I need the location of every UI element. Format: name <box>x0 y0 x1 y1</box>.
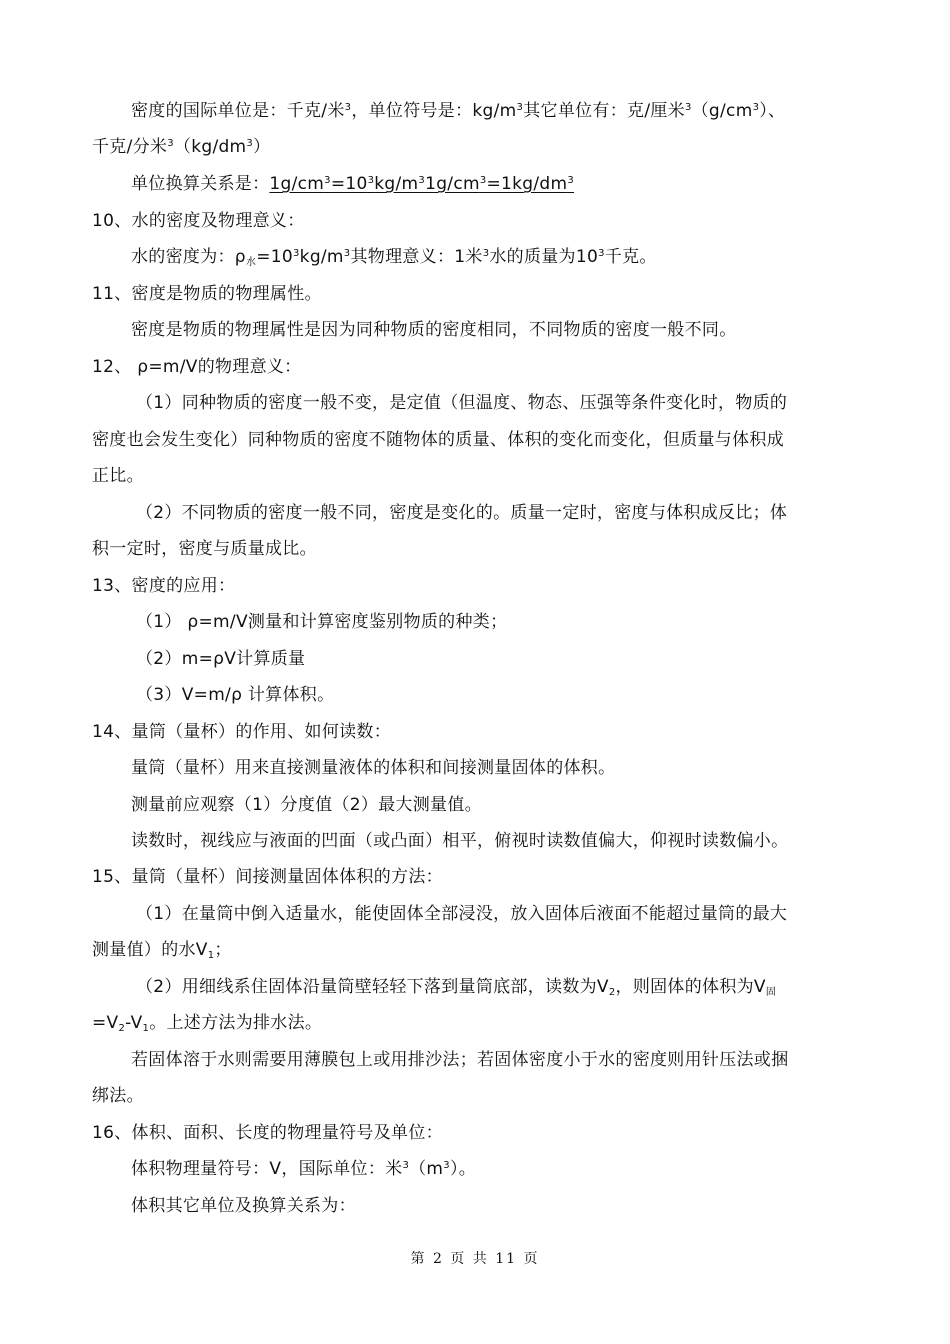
text-line: 密度是物质的物理属性是因为同种物质的密度相同，不同物质的密度一般不同。 <box>131 320 737 340</box>
heading-13: 13、密度的应用： <box>92 576 236 596</box>
text-line: （3）V=m/ρ 计算体积。 <box>136 685 335 705</box>
text-line: 测量前应观察（1）分度值（2）最大测量值。 <box>131 795 482 815</box>
unit-conversion-formula: $1g/cm^3=10^3kg/m^31g/cm^3=1kg/dm^3$ <box>269 174 575 194</box>
text-line: （1） ρ=m/V测量和计算密度鉴别物质的种类； <box>136 612 508 632</box>
heading-11: 11、密度是物质的物理属性。 <box>92 284 322 304</box>
heading-14: 14、量筒（量杯）的作用、如何读数： <box>92 722 392 742</box>
text-line: 绑法。 <box>92 1086 144 1106</box>
text-line: 体积物理量符号：V，国际单位：米$^3(m^3)$。 <box>131 1159 477 1179</box>
text-line: （1）同种物质的密度一般不变，是定值（但温度、物态、压强等条件变化时，物质的 <box>136 393 788 413</box>
text-line-water-density: 水的密度为：$\rho_水=10^3kg/m^3$其物理意义：1米$^3$水的质量为$10^3$千克。 <box>131 247 657 268</box>
text-line-unit-conversion: 单位换算关系是：$1g/cm^3=10^3kg/m^31g/cm^3=1kg/dm^3$ <box>131 174 575 194</box>
text-line-density-other-unit: 千克/分米$^3(kg/dm^3)$ <box>92 137 271 157</box>
text-line: 密度也会发生变化）同种物质的密度不随物体的质量、体积的变化而变化，但质量与体积成 <box>92 430 784 450</box>
heading-10: 10、水的密度及物理意义： <box>92 211 305 231</box>
text-line: （1）在量筒中倒入适量水，能使固体全部浸没，放入固体后液面不能超过量筒的最大 <box>136 904 788 924</box>
text-line: 读数时，视线应与液面的凹面（或凸面）相平，俯视时读数值偏大，仰视时读数偏小。 <box>131 831 789 851</box>
text-line: $=V_2-V_1$。上述方法为排水法。 <box>92 1013 323 1034</box>
page-footer: 第 2 页 共 11 页 <box>410 1251 540 1267</box>
text-line: （2）不同物质的密度一般不同，密度是变化的。质量一定时，密度与体积成反比；体 <box>136 503 788 523</box>
text-line: 量筒（量杯）用来直接测量液体的体积和间接测量固体的体积。 <box>131 758 616 778</box>
heading-16: 16、体积、面积、长度的物理量符号及单位： <box>92 1123 443 1143</box>
text-line: 若固体溶于水则需要用薄膜包上或用排沙法；若固体密度小于水的密度则用针压法或捆 <box>131 1050 789 1070</box>
text-line: 测量值）的水$V_1$； <box>92 940 232 961</box>
heading-15: 15、量筒（量杯）间接测量固体体积的方法： <box>92 867 443 887</box>
text-line: 正比。 <box>92 466 144 486</box>
text-line: （2）用细线系住固体沿量筒壁轻轻下落到量筒底部，读数为$V_2$，则固体的体积为$V_固$ <box>136 977 777 998</box>
text-line: （2）m=ρV计算质量 <box>136 649 306 669</box>
text-line-density-si-unit: 密度的国际单位是：千克/米$^3$，单位符号是：$kg/m^3$其它单位有：克/厘米$^3(g/cm^3)$、 <box>131 101 786 121</box>
text-line: 体积其它单位及换算关系为： <box>131 1196 356 1216</box>
heading-12: 12、 ρ=m/V的物理意义： <box>92 357 302 377</box>
text-line: 积一定时，密度与质量成比。 <box>92 539 317 559</box>
